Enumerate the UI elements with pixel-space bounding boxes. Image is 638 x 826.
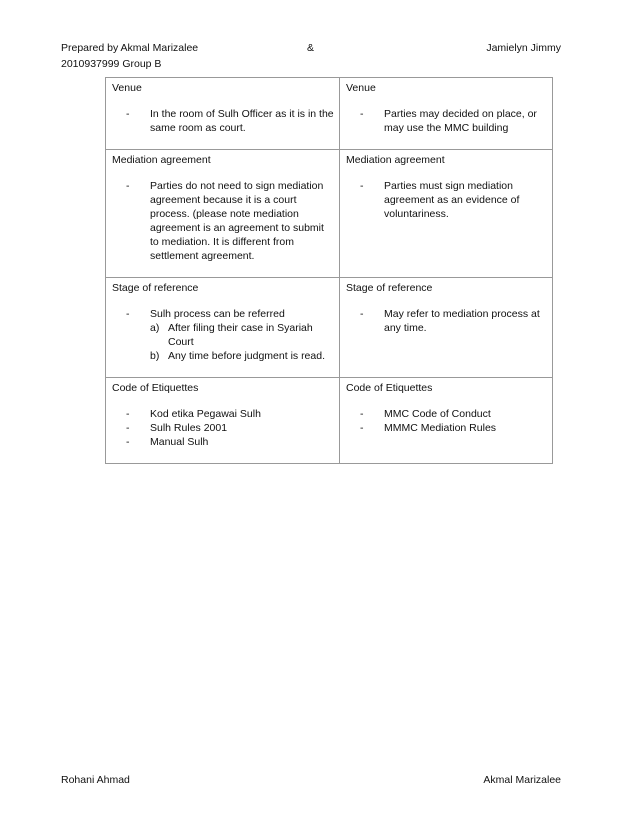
- bullet-list: [346, 307, 548, 335]
- page-header: [61, 41, 561, 71]
- cell-title: Stage of reference: [346, 282, 433, 294]
- dash-marker: -: [360, 108, 364, 120]
- bullet-list: [112, 107, 335, 135]
- list-item: - May refer to mediation process at any time.: [360, 308, 540, 334]
- dash-marker: -: [360, 422, 364, 434]
- bullet-list: [112, 179, 335, 263]
- table-cell-right: [340, 150, 553, 278]
- table-cell-left: [106, 150, 340, 278]
- table-cell-right: [340, 78, 553, 150]
- list-item: - Parties do not need to sign mediation agreement because it is a court process. (please note mediation agreement is an agreement to submit to mediation. It is different from settlement agreement.: [126, 180, 324, 262]
- list-item: - Parties may decided on place, or may use the MMC building: [360, 108, 537, 134]
- comparison-table: [105, 77, 553, 464]
- cell-title: Stage of reference: [112, 282, 199, 294]
- table-row: [106, 78, 553, 150]
- cell-title: Venue: [346, 82, 376, 94]
- student-id-group: 2010937999 Group B: [61, 58, 162, 70]
- list-item: - Sulh Rules 2001: [126, 422, 228, 434]
- sub-list: [150, 321, 335, 363]
- dash-marker: -: [126, 422, 130, 434]
- ampersand: &: [307, 42, 315, 54]
- list-item: - In the room of Sulh Officer as it is in the same room as court.: [126, 108, 334, 134]
- bullet-list: [112, 307, 335, 363]
- sub-list-item: a) After filing their case in Syariah Court: [150, 322, 313, 348]
- list-item: - Kod etika Pegawai Sulh: [126, 408, 261, 420]
- page-footer: [61, 773, 561, 787]
- co-author: Jamielyn Jimmy: [486, 42, 561, 54]
- table-row: [106, 378, 553, 464]
- cell-title: Code of Etiquettes: [112, 382, 199, 394]
- prepared-by: Prepared by Akmal Marizalee: [61, 42, 199, 54]
- sub-marker: a): [150, 322, 160, 334]
- dash-marker: -: [126, 180, 130, 192]
- dash-marker: -: [360, 308, 364, 320]
- cell-title: Venue: [112, 82, 142, 94]
- list-item: - MMMC Mediation Rules: [360, 422, 497, 434]
- cell-title: Mediation agreement: [112, 154, 211, 166]
- list-item: - Sulh process can be referred a) After filing their case in Syariah Court b) Any time before judgment is read.: [112, 307, 335, 363]
- dash-marker: -: [126, 436, 130, 448]
- bullet-list: [346, 407, 548, 435]
- list-item: - Manual Sulh: [126, 436, 209, 448]
- cell-title: Code of Etiquettes: [346, 382, 433, 394]
- cell-title: Mediation agreement: [346, 154, 445, 166]
- sub-marker: b): [150, 350, 160, 362]
- table-cell-left: [106, 78, 340, 150]
- dash-marker: -: [126, 308, 130, 320]
- dash-marker: -: [126, 108, 130, 120]
- footer-left-name: Rohani Ahmad: [61, 774, 130, 786]
- bullet-list: [346, 179, 548, 221]
- table-cell-left: [106, 378, 340, 464]
- table-cell-right: [340, 378, 553, 464]
- table-row: [106, 150, 553, 278]
- bullet-list: [112, 407, 335, 449]
- list-item: - Parties must sign mediation agreement as an evidence of voluntariness.: [360, 180, 520, 220]
- bullet-list: [346, 107, 548, 135]
- table-cell-right: [340, 278, 553, 378]
- table-cell-left: [106, 278, 340, 378]
- sub-list-item: b) Any time before judgment is read.: [150, 350, 325, 362]
- list-item: - MMC Code of Conduct: [360, 408, 491, 420]
- dash-marker: -: [360, 180, 364, 192]
- dash-marker: -: [126, 408, 130, 420]
- dash-marker: -: [360, 408, 364, 420]
- footer-right-name: Akmal Marizalee: [483, 774, 561, 786]
- table-row: [106, 278, 553, 378]
